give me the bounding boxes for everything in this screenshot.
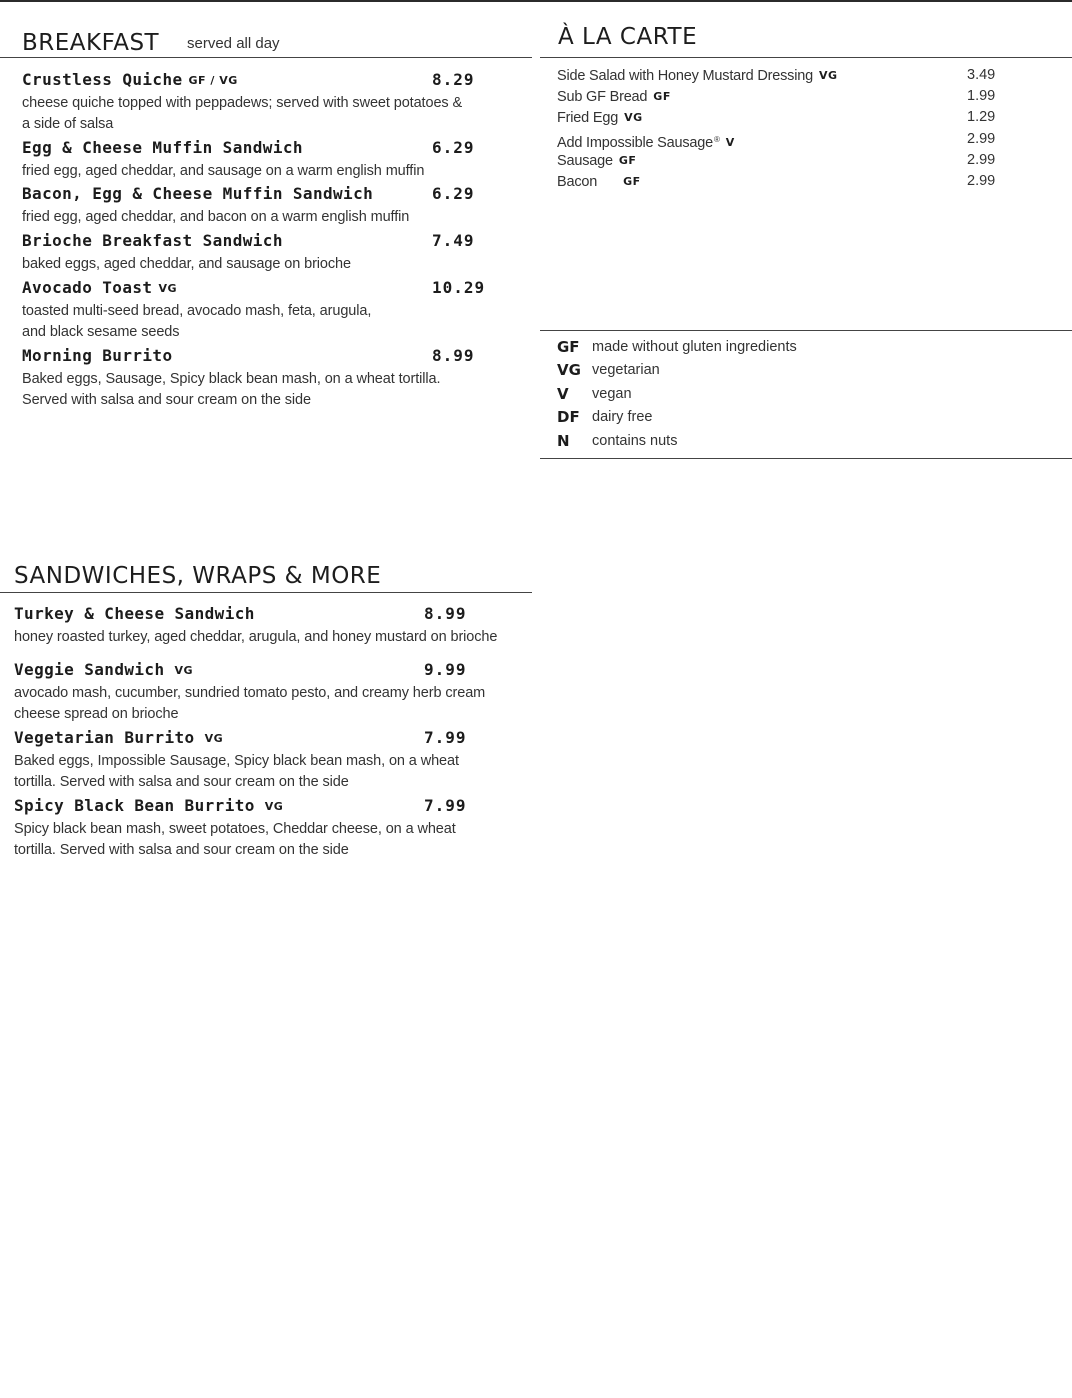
item-price: 3.49 bbox=[967, 67, 996, 83]
legend-code: N bbox=[557, 432, 570, 450]
dietary-tag: GF bbox=[623, 175, 641, 188]
dietary-tag: V bbox=[725, 136, 735, 149]
sandwiches-divider bbox=[0, 592, 532, 593]
item-description: Baked eggs, Sausage, Spicy black bean mash, on a wheat tortilla. Served with salsa and sour cream on the side bbox=[22, 371, 441, 408]
dietary-tag: VG bbox=[204, 732, 224, 745]
menu-item-egg-cheese-muffin bbox=[22, 135, 475, 182]
item-name: Bacon, Egg & Cheese Muffin Sandwich bbox=[22, 184, 374, 203]
item-price: 8.29 bbox=[432, 70, 475, 89]
legend-row bbox=[557, 358, 957, 382]
item-price: 2.99 bbox=[967, 131, 996, 147]
item-name: Avocado Toast VG bbox=[22, 278, 177, 297]
item-name: Fried Egg VG bbox=[557, 110, 643, 126]
item-description: avocado mash, cucumber, sundried tomato pesto, and creamy herb cream cheese spread on brioche bbox=[14, 685, 486, 722]
menu-item-avocado-toast bbox=[22, 275, 486, 343]
a-la-carte-item bbox=[557, 65, 1007, 86]
item-price: 7.99 bbox=[424, 728, 467, 747]
dietary-tag: VG bbox=[264, 800, 284, 813]
item-name: Egg & Cheese Muffin Sandwich bbox=[22, 138, 303, 157]
a-la-carte-item bbox=[557, 129, 1007, 150]
item-price: 1.29 bbox=[967, 109, 996, 125]
item-price: 6.29 bbox=[432, 138, 475, 157]
legend-row bbox=[557, 405, 957, 429]
registered-mark: ® bbox=[714, 135, 720, 144]
dietary-tag: GF / VG bbox=[188, 74, 238, 87]
item-price: 6.29 bbox=[432, 184, 475, 203]
item-name: Morning Burrito bbox=[22, 346, 173, 365]
dietary-tag: VG bbox=[174, 664, 194, 677]
legend-text: dairy free bbox=[592, 409, 653, 425]
item-description: toasted multi-seed bread, avocado mash, feta, arugula, and black sesame seeds bbox=[22, 303, 372, 340]
item-description: Baked eggs, Impossible Sausage, Spicy black bean mash, on a wheat tortilla. Served with salsa and sour cream on the side bbox=[14, 753, 459, 790]
legend-code: GF bbox=[557, 338, 580, 356]
legend-text: made without gluten ingredients bbox=[592, 339, 797, 355]
breakfast-divider bbox=[0, 57, 532, 58]
item-description: fried egg, aged cheddar, and sausage on a warm english muffin bbox=[22, 163, 425, 179]
dietary-tag: VG bbox=[624, 111, 643, 124]
legend-code: DF bbox=[557, 408, 580, 426]
item-name: Bacon GF bbox=[557, 174, 641, 190]
breakfast-title: BREAKFAST bbox=[22, 30, 160, 56]
item-name: Crustless Quiche GF / VG bbox=[22, 70, 238, 89]
legend-row bbox=[557, 335, 957, 359]
item-name: Veggie Sandwich VG bbox=[14, 660, 194, 679]
legend-top-divider bbox=[540, 330, 1072, 331]
item-description: fried egg, aged cheddar, and bacon on a warm english muffin bbox=[22, 209, 410, 225]
item-description: cheese quiche topped with peppadews; served with sweet potatoes & a side of salsa bbox=[22, 95, 463, 132]
legend-code: V bbox=[557, 385, 569, 403]
item-description: honey roasted turkey, aged cheddar, arugula, and honey mustard on brioche bbox=[14, 629, 498, 645]
item-price: 9.99 bbox=[424, 660, 467, 679]
item-price: 1.99 bbox=[967, 88, 996, 104]
a-la-carte-item bbox=[557, 107, 1007, 128]
item-price: 10.29 bbox=[432, 278, 486, 297]
dietary-tag: VG bbox=[818, 69, 838, 82]
menu-item-morning-burrito bbox=[22, 343, 475, 411]
dietary-tag: GF bbox=[653, 90, 671, 103]
sandwiches-title: SANDWICHES, WRAPS & MORE bbox=[14, 563, 382, 589]
a-la-carte-item bbox=[557, 86, 1007, 107]
top-border bbox=[0, 0, 1072, 2]
item-price: 8.99 bbox=[432, 346, 475, 365]
item-name: Brioche Breakfast Sandwich bbox=[22, 231, 283, 250]
item-price: 2.99 bbox=[967, 173, 996, 189]
item-price: 7.99 bbox=[424, 796, 467, 815]
item-name: Spicy Black Bean Burrito VG bbox=[14, 796, 284, 815]
menu-item-spicy-black-bean-burrito bbox=[14, 793, 467, 861]
legend-row bbox=[557, 382, 957, 406]
legend-text: contains nuts bbox=[592, 433, 678, 449]
menu-item-turkey-cheese bbox=[14, 601, 514, 648]
menu-item-vegetarian-burrito bbox=[14, 725, 467, 793]
menu-item-crustless-quiche bbox=[22, 67, 475, 135]
legend-text: vegan bbox=[592, 386, 632, 402]
a-la-carte-item bbox=[557, 150, 1007, 171]
item-name: Add Impossible Sausage® V bbox=[557, 135, 735, 151]
a-la-carte-item bbox=[557, 171, 1007, 192]
legend-text: vegetarian bbox=[592, 362, 660, 378]
item-name: Side Salad with Honey Mustard Dressing VG bbox=[557, 68, 838, 84]
dietary-tag: GF bbox=[618, 154, 637, 167]
breakfast-subtitle: served all day bbox=[187, 35, 280, 52]
item-description: Spicy black bean mash, sweet potatoes, Cheddar cheese, on a wheat tortilla. Served with salsa and sour cream on the side bbox=[14, 821, 456, 858]
legend-code: VG bbox=[557, 361, 581, 379]
menu-item-veggie-sandwich bbox=[14, 657, 494, 725]
menu-item-brioche-breakfast bbox=[22, 228, 475, 275]
item-price: 7.49 bbox=[432, 231, 475, 250]
item-price: 2.99 bbox=[967, 152, 996, 168]
a-la-carte-title: À LA CARTE bbox=[558, 24, 698, 50]
menu-item-bacon-egg-cheese-muffin bbox=[22, 181, 475, 228]
legend-bottom-divider bbox=[540, 458, 1072, 459]
a-la-carte-divider bbox=[540, 57, 1072, 58]
dietary-tag: VG bbox=[158, 282, 177, 295]
item-description: baked eggs, aged cheddar, and sausage on brioche bbox=[22, 256, 351, 272]
item-name: Vegetarian Burrito VG bbox=[14, 728, 224, 747]
item-name: Turkey & Cheese Sandwich bbox=[14, 604, 255, 623]
item-price: 8.99 bbox=[424, 604, 467, 623]
item-name: Sausage GF bbox=[557, 153, 637, 169]
legend-row bbox=[557, 429, 957, 453]
item-name: Sub GF Bread GF bbox=[557, 89, 671, 105]
